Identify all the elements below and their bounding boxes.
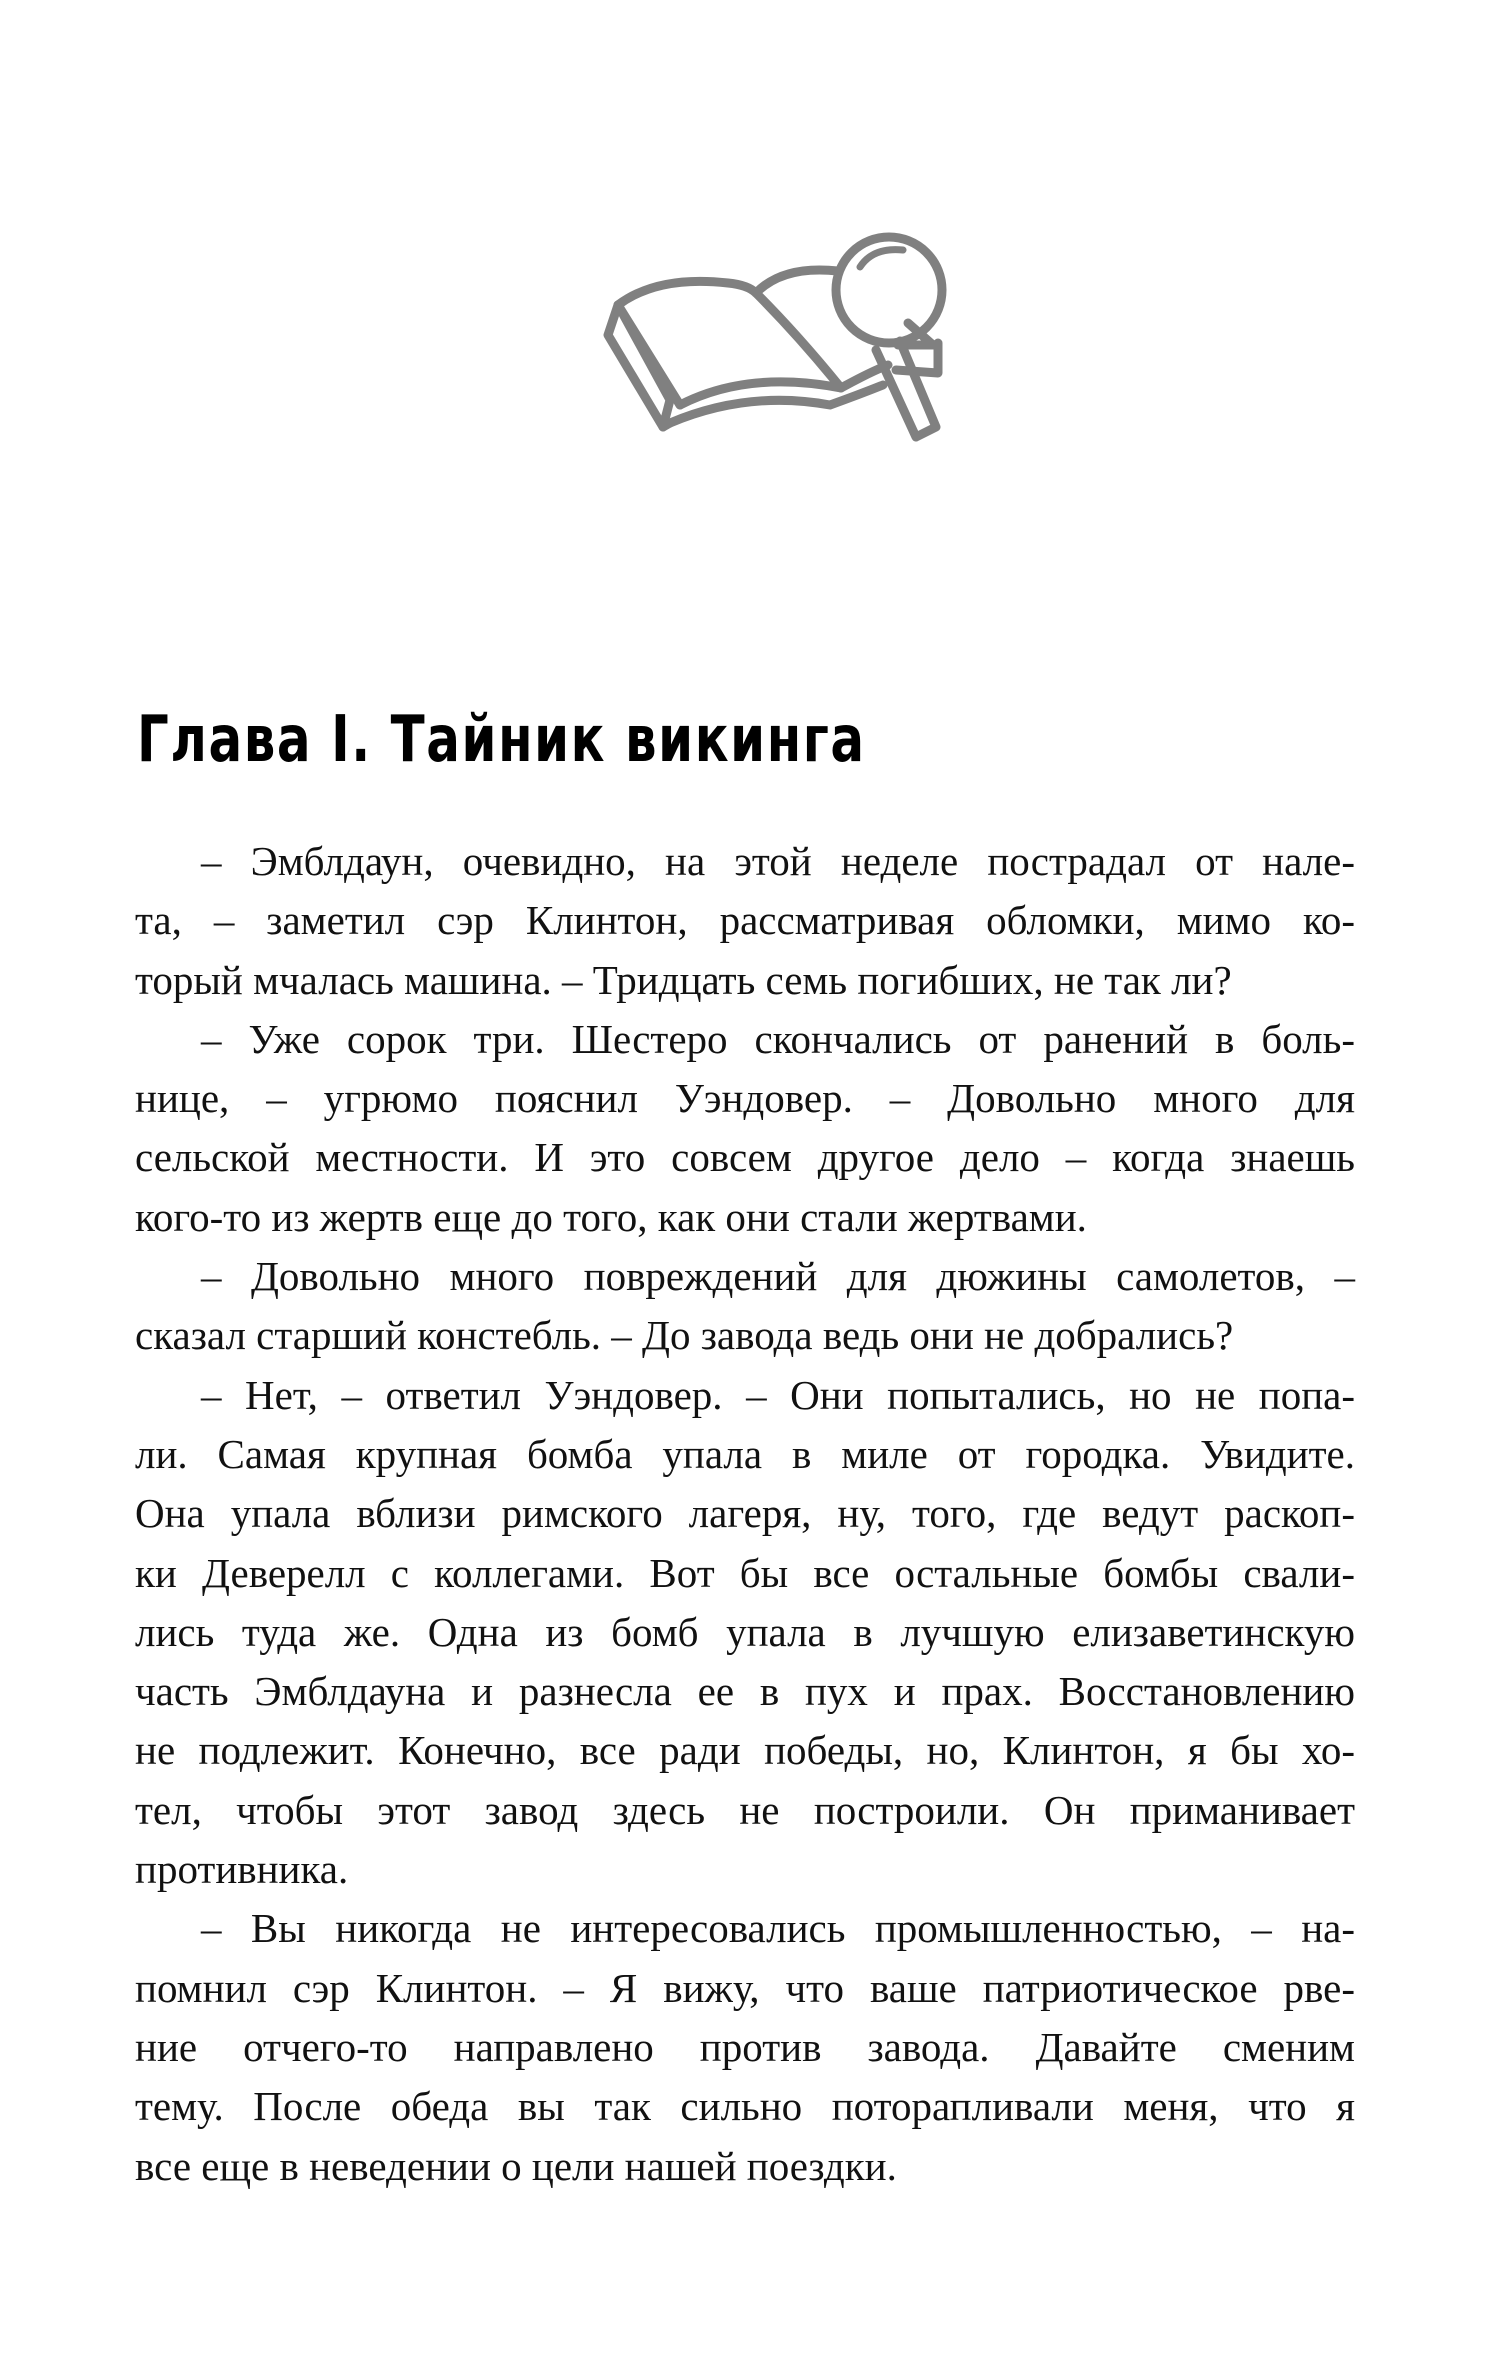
text-line: сельской местности. И это совсем другое дело – когда знаешь — [135, 1134, 1355, 1181]
text-line: помнил сэр Клинтон. – Я вижу, что ваше патриотическое рве- — [135, 1964, 1355, 2011]
text-line: часть Эмблдауна и разнесла ее в пух и прах. Восстановлению — [135, 1668, 1355, 1715]
chapter-body — [135, 832, 1355, 2196]
text-line: – Уже сорок три. Шестеро скончались от ранений в боль- — [201, 1015, 1355, 1062]
text-line: ли. Самая крупная бомба упала в миле от городка. Увидите. — [135, 1430, 1355, 1477]
paragraph — [135, 1899, 1355, 2195]
text-line: та, – заметил сэр Клинтон, рассматривая обломки, мимо ко- — [135, 897, 1355, 944]
text-line: торый мчалась машина. – Тридцать семь погибших, не так ли? — [135, 956, 1232, 1003]
paragraph — [135, 1366, 1355, 1900]
text-line: тел, чтобы этот завод здесь не построили. Он приманивает — [135, 1786, 1355, 1833]
text-line: – Эмблдаун, очевидно, на этой неделе пострадал от нале- — [201, 838, 1355, 884]
chapter-title: Глава I. Тайник викинга — [137, 703, 866, 777]
text-line: – Нет, – ответил Уэндовер. – Они попытались, но не попа- — [201, 1371, 1355, 1418]
text-line: нице, – угрюмо пояснил Уэндовер. – Довольно много для — [135, 1075, 1355, 1122]
open-book-with-magnifying-glass-icon — [598, 205, 958, 445]
paragraph — [135, 832, 1355, 1010]
text-line: все еще в неведении о цели нашей поездки. — [135, 2142, 897, 2189]
paragraph — [135, 1010, 1355, 1247]
text-line: не подлежит. Конечно, все ради победы, но, Клинтон, я бы хо- — [135, 1727, 1355, 1774]
text-line: – Вы никогда не интересовались промышленностью, – на- — [201, 1905, 1355, 1952]
text-line: лись туда же. Одна из бомб упала в лучшую елизаветинскую — [135, 1608, 1355, 1655]
text-line: ние отчего-то направлено против завода. Давайте сменим — [135, 2023, 1355, 2070]
text-line: – Довольно много повреждений для дюжины самолетов, – — [201, 1253, 1355, 1300]
text-line: противника. — [135, 1846, 349, 1893]
text-line: Она упала вблизи римского лагеря, ну, того, где ведут раскоп- — [135, 1490, 1355, 1537]
text-line: тему. После обеда вы так сильно поторапливали меня, что я — [135, 2083, 1355, 2130]
text-line: сказал старший констебль. – До завода ведь они не добрались? — [135, 1312, 1234, 1359]
text-line: ки Деверелл с коллегами. Вот бы все остальные бомбы свали- — [135, 1549, 1355, 1596]
paragraph — [135, 1247, 1355, 1366]
text-line: кого-то из жертв еще до того, как они стали жертвами. — [135, 1193, 1087, 1240]
